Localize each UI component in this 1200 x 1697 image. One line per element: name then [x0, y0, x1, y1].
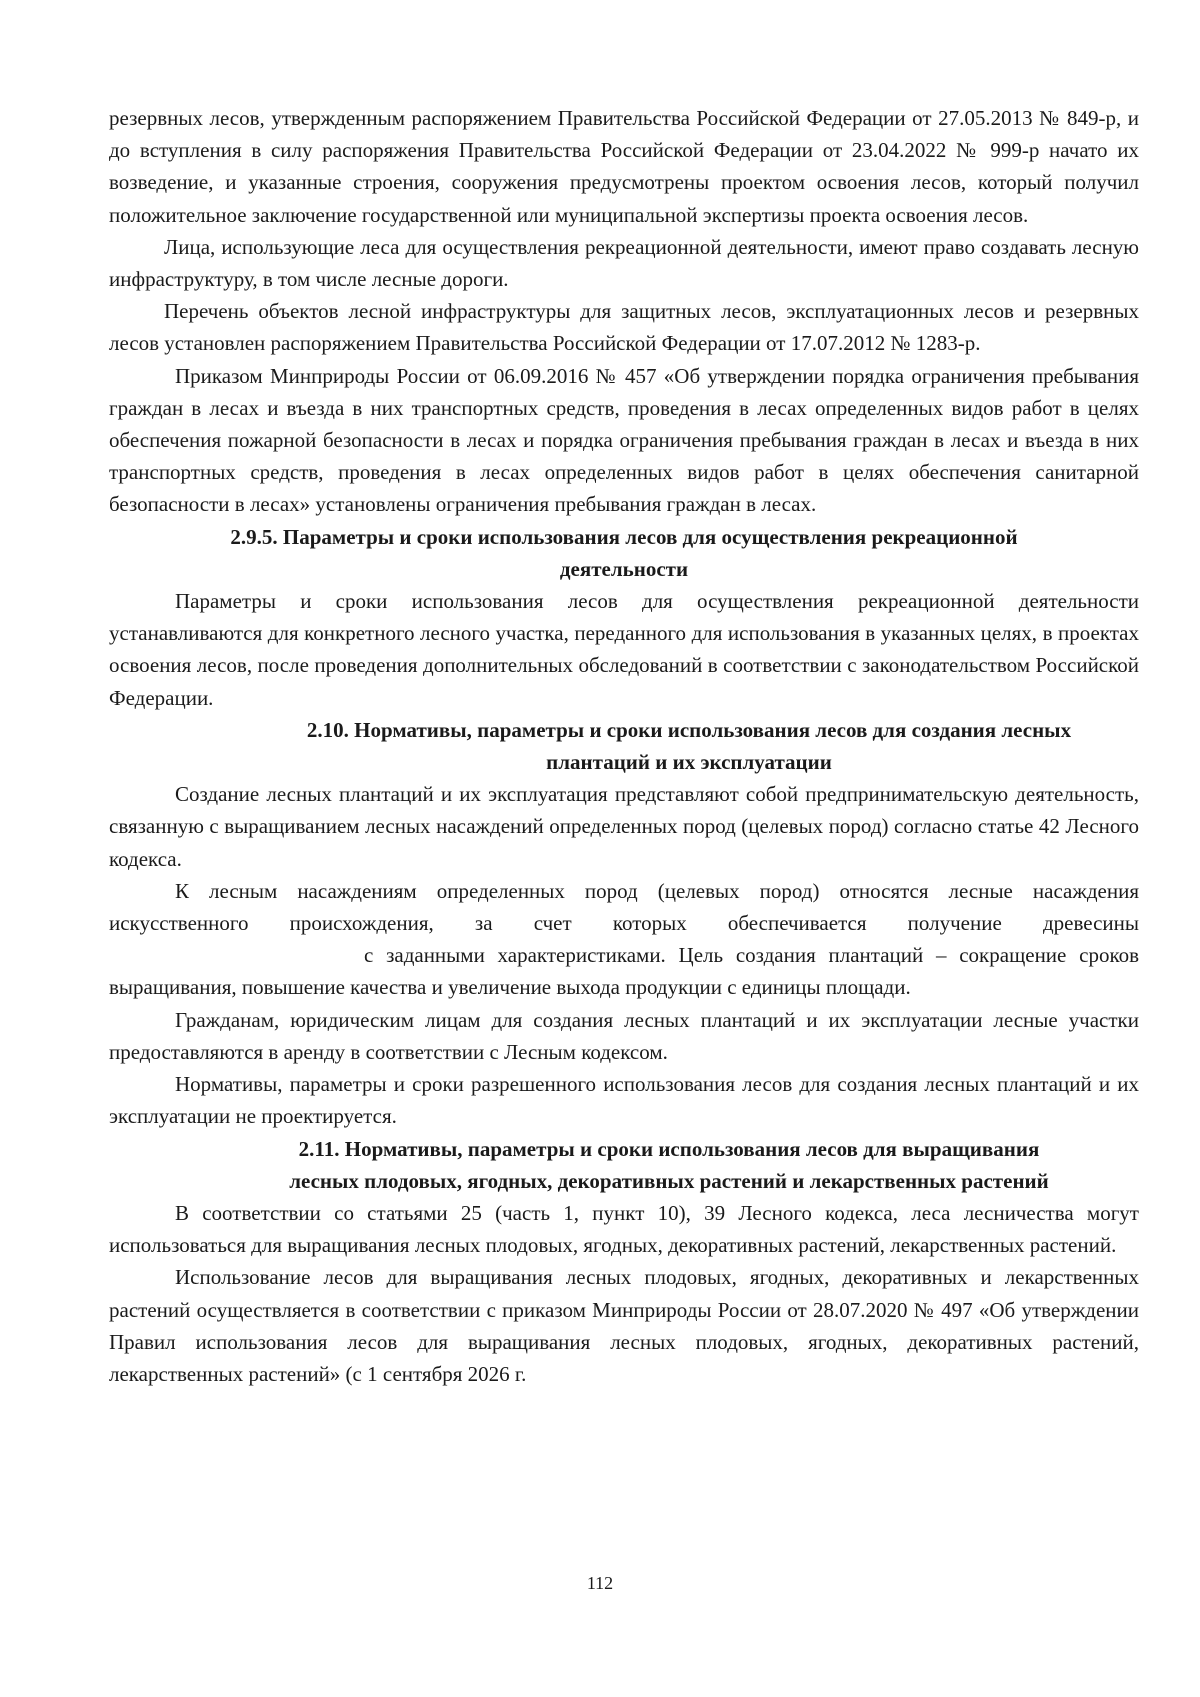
heading-line: 2.10. Нормативы, параметры и сроки использования лесов для создания лесных [306, 717, 1072, 742]
paragraph-text-part: с заданными характеристиками. Цель создания плантаций – сокращение сроков выращивания, повышение качества и увеличение выхода продукции с единицы площади. [109, 943, 1139, 1000]
paragraph-not-designed: Нормативы, параметры и сроки разрешенного использования лесов для создания лесных плантаций и их эксплуатации не проектируется. [109, 1072, 1139, 1129]
heading-2-9-5 [109, 521, 1139, 585]
heading-line: 2.11. Нормативы, параметры и сроки использования лесов для выращивания [298, 1136, 1040, 1161]
paragraph-order-497: Использование лесов для выращивания лесных плодовых, ягодных, декоративных и лекарственных растений осуществляется в соответствии с приказом Минприроды России от 28.07.2020 № 497 «Об утверждении Правил использования лесов для выращивания лесных плодовых, ягодных, декоративных растений, лекарственных растений» (с 1 сентября 2026 г. [109, 1265, 1139, 1386]
paragraph-target-species [109, 875, 1139, 1004]
paragraph-lease: Гражданам, юридическим лицам для создания лесных плантаций и их эксплуатации лесные участки предоставляются в аренду в соответствии с Лесным кодексом. [109, 1007, 1139, 1064]
paragraph-text-part: К лесным насаждениям определенных пород (целевых пород) относятся лесные насаждения искусственного происхождения, за счет которых обеспечивается получение древесины [109, 878, 1139, 936]
heading-line: лесных плодовых, ягодных, декоративных растений и лекарственных растений [289, 1168, 1049, 1193]
paragraph-infrastructure-list: Перечень объектов лесной инфраструктуры для защитных лесов, эксплуатационных лесов и резервных лесов установлен распоряжением Правительства Российской Федерации от 17.07.2012 № 1283-р. [109, 299, 1139, 356]
paragraph-recreation-parameters: Параметры и сроки использования лесов для осуществления рекреационной деятельности устанавливаются для конкретного лесного участка, переданного для использования в указанных целях, в проектах освоения лесов, после проведения дополнительных обследований в соответствии с законодательством Российской Федерации. [109, 589, 1139, 710]
paragraph-order-457: Приказом Минприроды России от 06.09.2016 № 457 «Об утверждении порядка ограничения пребывания граждан в лесах и въезда в них транспортных средств, проведения в лесах определенных видов работ в целях обеспечения пожарной безопасности в лесах и порядка ограничения пребывания граждан в лесах и въезда в них транспортных средств, проведения в лесах определенных видов работ в целях обеспечения санитарной безопасности в лесах» установлены ограничения пребывания граждан в лесах. [109, 363, 1139, 517]
page-body [109, 102, 1139, 1390]
paragraph-plantations-creation: Создание лесных плантаций и их эксплуатация представляют собой предпринимательскую деятельность, связанную с выращиванием лесных насаждений определенных пород (целевых пород) согласно статье 42 Лесного кодекса. [109, 782, 1139, 871]
heading-2-11 [109, 1133, 1139, 1197]
paragraph-recreation-infrastructure: Лица, использующие леса для осуществления рекреационной деятельности, имеют право создавать лесную инфраструктуру, в том числе лесные дороги. [109, 234, 1139, 292]
heading-2-10 [109, 714, 1139, 778]
heading-line: 2.9.5. Параметры и сроки использования лесов для осуществления рекреационной [230, 524, 1018, 549]
paragraph-reserve-forests: резервных лесов, утвержденным распоряжением Правительства Российской Федерации от 27.05.2013 № 849-р, и до вступления в силу распоряжения Правительства Российской Федерации от 23.04.2022 № 999-р начато их возведение, и указанные строения, сооружения предусмотрены проектом освоения лесов, который получил положительное заключение государственной или муниципальной экспертизы проекта освоения лесов. [109, 106, 1139, 227]
paragraph-articles-25-39: В соответствии со статьями 25 (часть 1, пункт 10), 39 Лесного кодекса, леса лесничества могут использоваться для выращивания лесных плодовых, ягодных, декоративных растений, лекарственных растений. [109, 1200, 1139, 1258]
heading-line: деятельности [559, 556, 689, 581]
page-number: 112 [586, 1573, 614, 1593]
heading-line: плантаций и их эксплуатации [546, 750, 832, 775]
